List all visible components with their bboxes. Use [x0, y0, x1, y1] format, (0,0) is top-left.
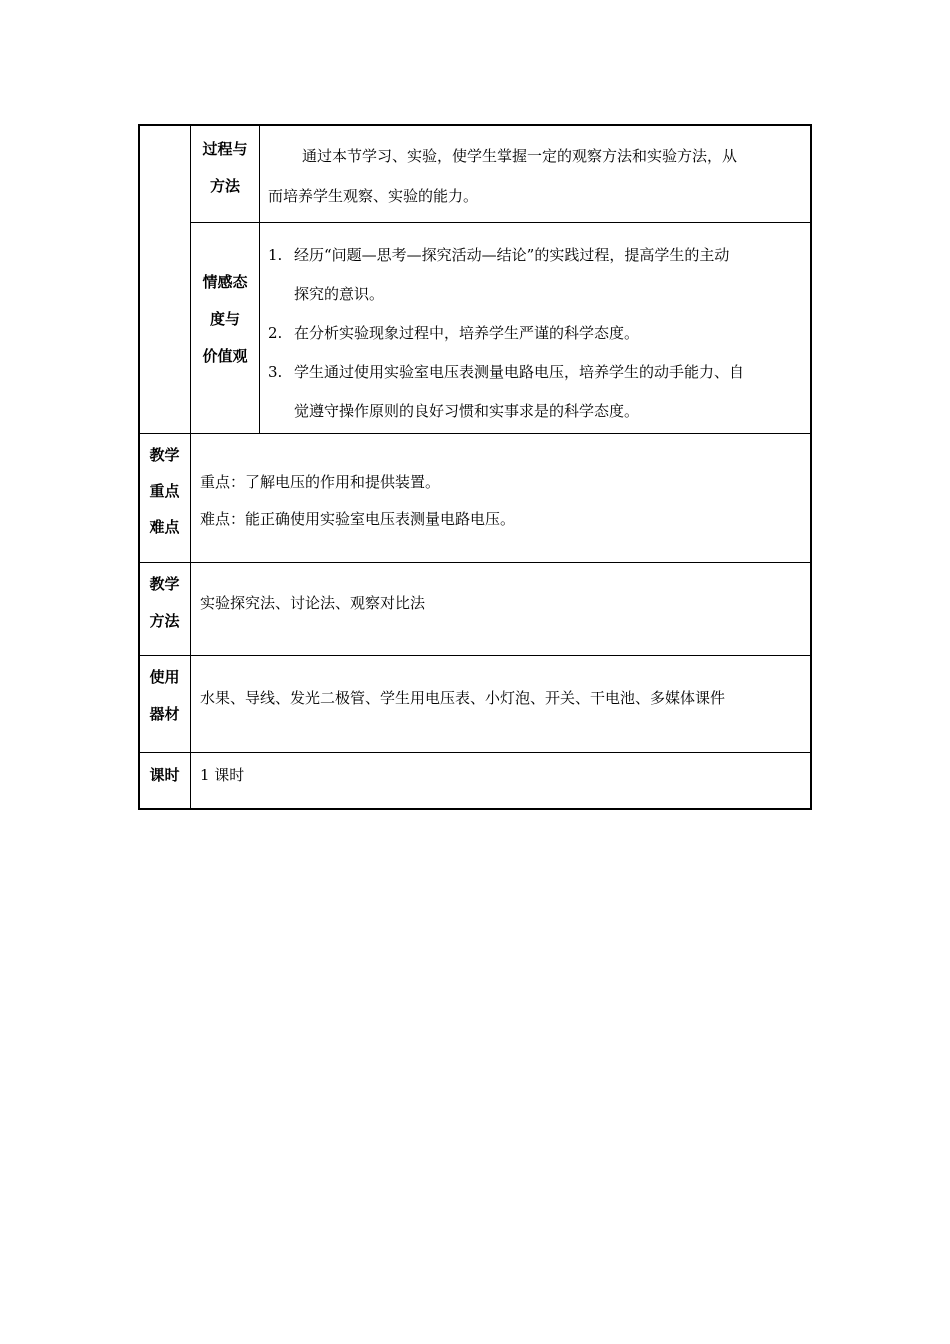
label-materials: 使用 器材 [149, 668, 180, 723]
list-item: 1. 经历“问题—思考—探究活动—结论”的实践过程，提高学生的主动 [268, 246, 730, 264]
row-divider [139, 562, 811, 563]
teaching-method-text: 实验探究法、讨论法、观察对比法 [200, 594, 426, 612]
materials-text: 水果、导线、发光二极管、学生用电压表、小灯泡、开关、干电池、多媒体课件 [200, 689, 726, 707]
list-item-continuation: 觉遵守操作原则的良好习惯和实事求是的科学态度。 [294, 402, 640, 420]
column-divider [190, 125, 191, 809]
label-key-points: 教学 重点 难点 [149, 446, 180, 536]
label-process-method: 过程与 方法 [202, 140, 248, 195]
process-method-text: 通过本节学习、实验，使学生掌握一定的观察方法和实验方法，从 而培养学生观察、实验的能力。 [268, 147, 738, 205]
list-item: 2. 在分析实验现象过程中，培养学生严谨的科学态度。 [268, 324, 640, 342]
row-divider [191, 222, 811, 223]
key-points-text: 重点：了解电压的作用和提供装置。 难点：能正确使用实验室电压表测量电路电压。 [200, 473, 516, 528]
list-item-continuation: 探究的意识。 [294, 285, 385, 303]
class-hours-text: 1 课时 [200, 766, 245, 784]
emotion-values-list [268, 236, 744, 431]
label-teaching-method: 教学 方法 [149, 575, 180, 630]
row-divider [139, 433, 811, 434]
row-divider [139, 655, 811, 656]
column-divider [259, 125, 260, 433]
row-divider [139, 752, 811, 753]
list-item: 3. 学生通过使用实验室电压表测量电路电压，培养学生的动手能力、自 [268, 363, 745, 381]
label-emotion-values: 情感态 度与 价值观 [202, 273, 248, 365]
label-class-hours: 课时 [149, 766, 180, 784]
